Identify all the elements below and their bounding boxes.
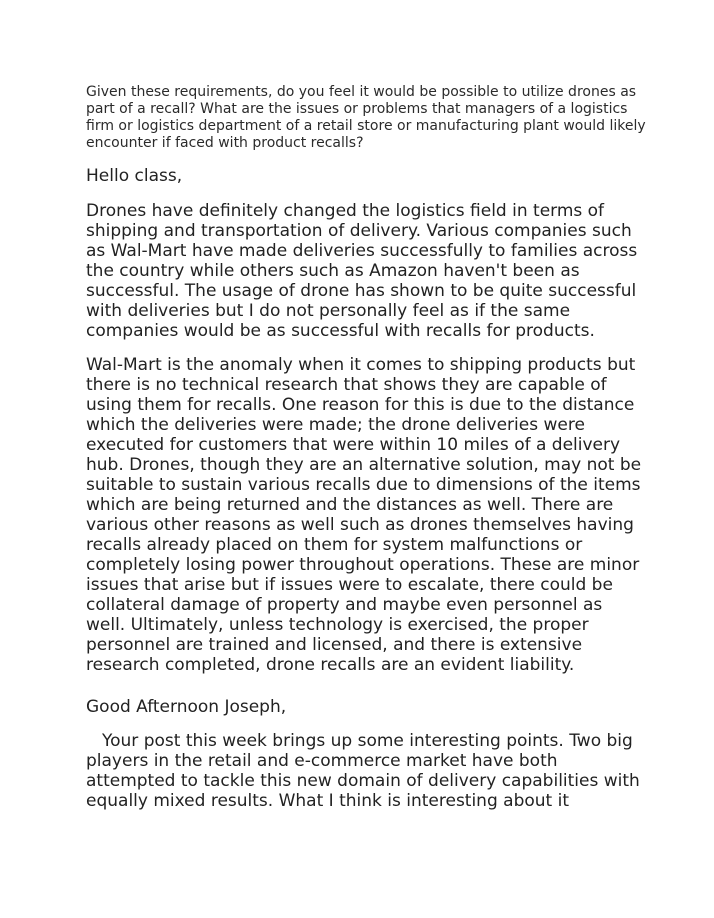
document-page [86, 84, 646, 825]
reply-greeting: Good Afternoon Joseph, [86, 697, 287, 717]
discussion-question: Given these requirements, do you feel it would be possible to utilize drones as part of a recall? What are the issues or problems that managers of a logistics firm or logistics department of a retail store or manufacturing plant would likely encounter if faced with product recalls? [86, 84, 646, 151]
post-paragraph: Wal-Mart is the anomaly when it comes to shipping products but there is no technical research that shows they are capable of using them for recalls. One reason for this is due to the distance which the deliveries were made; the drone deliveries were executed for customers that were within 10 miles of a delivery hub. Drones, though they are an alternative solution, may not be suitable to sustain various recalls due to dimensions of the items which are being returned and the distances as well. There are various other reasons as well such as drones themselves having recalls already placed on them for system malfunctions or completely losing power throughout operations. These are minor issues that arise but if issues were to escalate, there could be collateral damage of property and maybe even personnel as well. Ultimately, unless technology is exercised, the proper personnel are trained and licensed, and there is extensive research completed, drone recalls are an evident liability. [86, 355, 642, 675]
reply-paragraph: Your post this week brings up some interesting points. Two big players in the retail and e-commerce market have both attempted to tackle this new domain of delivery capabilities with equally mixed results. What I think is interesting about it [86, 731, 640, 811]
post-paragraph: Drones have definitely changed the logistics field in terms of shipping and transportation of delivery. Various companies such as Wal-Mart have made deliveries successfully to families across the country while others such as Amazon haven't been as successful. The usage of drone has shown to be quite successful with deliveries but I do not personally feel as if the same companies would be as successful with recalls for products. [86, 201, 638, 341]
post-greeting: Hello class, [86, 166, 183, 186]
